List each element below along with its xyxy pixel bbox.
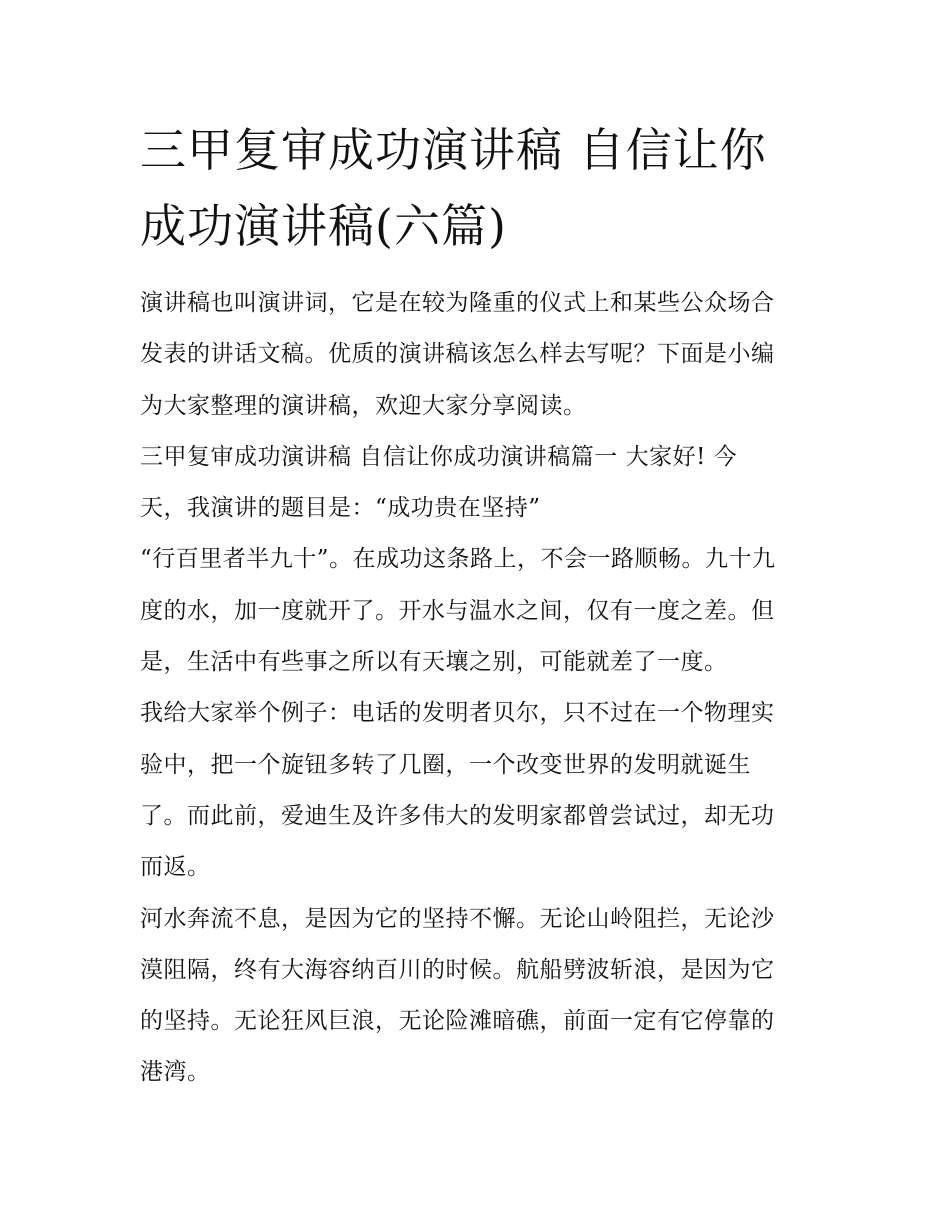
- text-line: “行百里者半九十”。在成功这条路上，不会一路顺畅。九十九: [140, 546, 776, 573]
- text-line: 漠阻隔，终有大海容纳百川的时候。航船劈波斩浪，是因为它: [140, 956, 775, 983]
- document-content: [140, 112, 820, 1099]
- text-line: 发表的讲话文稿。优质的演讲稿该怎么样去写呢？下面是小编: [140, 341, 775, 368]
- text-line: 而返。: [140, 854, 211, 881]
- title-line: 成功演讲稿(六篇): [140, 199, 507, 253]
- text-line: 了。而此前，爱迪生及许多伟大的发明家都曾尝试过，却无功: [140, 802, 775, 829]
- text-line: 的坚持。无论狂风巨浪，无论险滩暗礁，前面一定有它停靠的: [140, 1008, 775, 1035]
- document-title: [140, 112, 820, 264]
- title-line: 三甲复审成功演讲稿 自信让你: [140, 123, 767, 177]
- text-line: 港湾。: [140, 1059, 211, 1086]
- text-line: 演讲稿也叫演讲词，它是在较为隆重的仪式上和某些公众场合: [140, 290, 775, 316]
- document-body: [140, 278, 820, 1099]
- text-line: 度的水，加一度就开了。开水与温水之间，仅有一度之差。但: [140, 597, 775, 624]
- text-line: 河水奔流不息，是因为它的坚持不懈。无论山岭阻拦，无论沙: [140, 905, 775, 932]
- text-line: 为大家整理的演讲稿，欢迎大家分享阅读。: [140, 392, 587, 419]
- text-line: 验中，把一个旋钮多转了几圈，一个改变世界的发明就诞生: [140, 751, 751, 778]
- text-line: 三甲复审成功演讲稿 自信让你成功演讲稿篇一 大家好! 今: [140, 443, 738, 470]
- text-line: 是，生活中有些事之所以有天壤之别，可能就差了一度。: [140, 649, 728, 676]
- text-line: 我给大家举个例子：电话的发明者贝尔，只不过在一个物理实: [140, 700, 775, 727]
- text-line: 天，我演讲的题目是：“成功贵在坚持”: [140, 495, 541, 522]
